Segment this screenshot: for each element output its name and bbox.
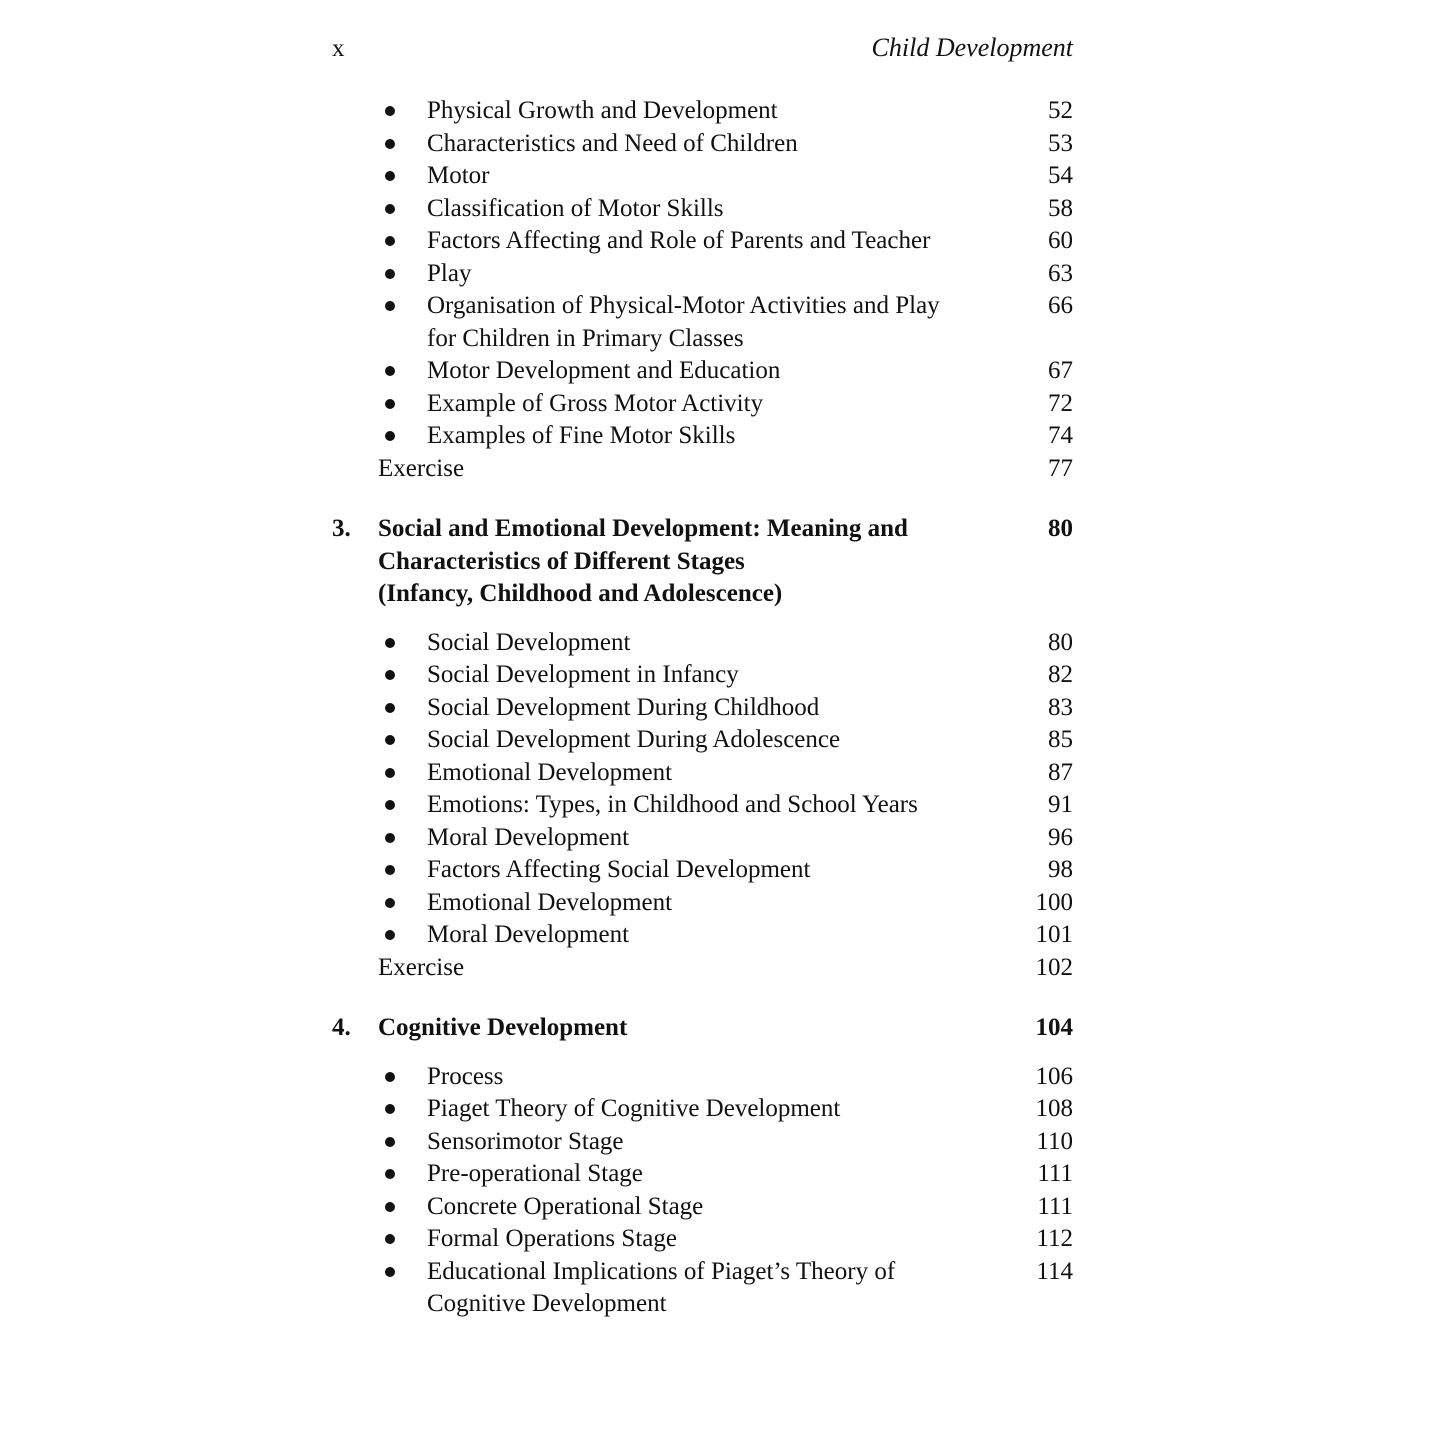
section-number: 4. [332, 1014, 351, 1041]
bullet-icon [385, 269, 395, 279]
toc-item [332, 193, 1073, 226]
section-title [378, 513, 1013, 611]
bullet-icon [385, 898, 395, 908]
toc-item [332, 420, 1073, 453]
toc-item-label-line: Sensorimotor Stage [427, 1127, 624, 1155]
bullet-column [385, 757, 427, 778]
toc-item [332, 789, 1073, 822]
toc-item-label-line: for Children in Primary Classes [427, 324, 744, 352]
toc-item-label [427, 128, 1013, 161]
toc-item [332, 627, 1073, 660]
toc-item [332, 854, 1073, 887]
bullet-icon [385, 1267, 395, 1277]
bullet-icon [385, 1202, 395, 1212]
toc-item [332, 95, 1073, 128]
bullet-column [385, 789, 427, 810]
toc-item-page-number: 53 [1048, 129, 1073, 157]
toc-item-label-line: Emotions: Types, in Childhood and School Years [427, 791, 918, 818]
toc-item-label [427, 822, 1013, 855]
toc-item-label-line: Example of Gross Motor Activity [427, 389, 764, 417]
toc-item-label [427, 420, 1013, 453]
toc-item-page-number: 83 [1048, 693, 1073, 721]
toc-item-label [427, 724, 1013, 757]
toc-item-label-line: Motor Development and Education [427, 357, 781, 384]
toc-item-page-number: 87 [1048, 758, 1073, 786]
toc-item-label-line: Emotional Development [427, 888, 673, 916]
exercise-label: Exercise [378, 953, 465, 981]
toc-item-label-line: Motor [427, 162, 490, 189]
toc-item [332, 225, 1073, 258]
toc-item-label-line: Social Development [427, 628, 631, 656]
toc-item-page-number: 114 [1036, 1257, 1073, 1285]
toc-item [332, 822, 1073, 855]
toc-item [332, 1061, 1073, 1094]
toc-item-label [427, 757, 1013, 790]
toc-item-page-number: 106 [1035, 1062, 1073, 1090]
bullet-column [385, 1191, 427, 1212]
toc-item-page-number: 108 [1035, 1095, 1073, 1122]
toc-item-page-number: 58 [1048, 194, 1073, 222]
toc-item-page-number: 54 [1048, 162, 1073, 189]
bullet-column [385, 160, 427, 181]
bullet-icon [385, 171, 395, 181]
toc-item-page-number: 112 [1036, 1225, 1073, 1252]
toc-item-page-number: 63 [1048, 259, 1073, 287]
bullet-column [385, 822, 427, 843]
toc-item-label-line: Classification of Motor Skills [427, 194, 724, 222]
bullet-icon [385, 236, 395, 246]
bullet-icon [385, 703, 395, 713]
bullet-column [385, 887, 427, 908]
exercise-item [332, 952, 1073, 985]
toc-item-label-line: Social Development During Childhood [427, 693, 820, 721]
bullet-column [385, 724, 427, 745]
toc-item-label [427, 290, 1013, 355]
toc-item-page-number: 101 [1035, 921, 1073, 948]
section-title-line: Social and Emotional Development: Meaning and [378, 515, 908, 542]
toc-item-page-number: 67 [1048, 357, 1073, 384]
toc-item [332, 659, 1073, 692]
toc-item [332, 1126, 1073, 1159]
toc-item-page-number: 82 [1048, 661, 1073, 688]
toc-item-page-number: 72 [1048, 389, 1073, 417]
toc-item [332, 388, 1073, 421]
toc-item-label-line: Concrete Operational Stage [427, 1192, 704, 1220]
toc-item-label [427, 919, 1013, 952]
toc-item-label [427, 1061, 1013, 1094]
toc-item [332, 757, 1073, 790]
toc-item-label-line: Pre-operational Stage [427, 1160, 643, 1187]
toc-item-label [427, 887, 1013, 920]
bullet-icon [385, 1169, 395, 1179]
toc-item-page-number: 60 [1048, 227, 1073, 254]
toc-item-label-line: Piaget Theory of Cognitive Development [427, 1095, 841, 1122]
toc-item [332, 258, 1073, 291]
bullet-icon [385, 399, 395, 409]
bullet-icon [385, 768, 395, 778]
exercise-page-number: 77 [1048, 454, 1073, 482]
page-header [332, 33, 1073, 63]
toc-item-label [427, 258, 1013, 291]
toc-item [332, 355, 1073, 388]
toc-item [332, 128, 1073, 161]
toc-item-label-line: Social Development During Adolescence [427, 726, 841, 753]
toc-item-label [427, 1126, 1013, 1159]
toc-item-label [427, 854, 1013, 887]
toc-item-label [427, 160, 1013, 193]
toc-item-page-number: 80 [1048, 628, 1073, 656]
toc-item-label-line: Moral Development [427, 921, 630, 948]
bullet-column [385, 1093, 427, 1114]
toc-page [332, 0, 1073, 1321]
toc-item-label-line: Emotional Development [427, 758, 673, 786]
toc-item [332, 1256, 1073, 1321]
bullet-column [385, 1223, 427, 1244]
bullet-column [385, 659, 427, 680]
toc-item-label [427, 1256, 1013, 1321]
section-title-line: Cognitive Development [378, 1014, 628, 1041]
section-heading [332, 1012, 1073, 1045]
bullet-icon [385, 204, 395, 214]
toc-item-label-line: Physical Growth and Development [427, 97, 778, 124]
bullet-icon [385, 865, 395, 875]
toc-item-page-number: 74 [1048, 422, 1073, 449]
toc-item-label-line: Characteristics and Need of Children [427, 129, 798, 157]
exercise-item [332, 453, 1073, 486]
toc-item-label-line: Examples of Fine Motor Skills [427, 422, 736, 449]
bullet-icon [385, 106, 395, 116]
toc-item-label [427, 1223, 1013, 1256]
toc-item-label [427, 627, 1013, 660]
exercise-label: Exercise [378, 454, 465, 482]
toc-item-label-line: Formal Operations Stage [427, 1225, 677, 1252]
toc-item-label-line: Process [427, 1062, 504, 1090]
toc-item-label [427, 659, 1013, 692]
toc-item-page-number: 111 [1037, 1160, 1073, 1187]
toc-list [332, 95, 1073, 1321]
toc-item [332, 1093, 1073, 1126]
toc-item [332, 919, 1073, 952]
toc-item [332, 290, 1073, 355]
toc-item-page-number: 100 [1035, 888, 1073, 916]
toc-item-label [427, 1158, 1013, 1191]
toc-item-label [427, 193, 1013, 226]
bullet-column [385, 1256, 427, 1277]
bullet-column [385, 627, 427, 648]
bullet-icon [385, 1234, 395, 1244]
bullet-icon [385, 139, 395, 149]
bullet-column [385, 290, 427, 311]
toc-item-label [427, 355, 1013, 388]
bullet-icon [385, 1137, 395, 1147]
bullet-icon [385, 366, 395, 376]
toc-item [332, 724, 1073, 757]
bullet-column [385, 919, 427, 940]
toc-item [332, 1223, 1073, 1256]
bullet-icon [385, 735, 395, 745]
toc-item-label [427, 692, 1013, 725]
section-number: 3. [332, 515, 351, 542]
section-page-number: 80 [1048, 515, 1073, 542]
toc-item-label [427, 225, 1013, 258]
toc-item-label [427, 1093, 1013, 1126]
section-title-line: (Infancy, Childhood and Adolescence) [378, 580, 783, 607]
bullet-icon [385, 930, 395, 940]
bullet-column [385, 854, 427, 875]
toc-item-label-line: Play [427, 259, 472, 287]
section-heading [332, 513, 1073, 611]
bullet-column [385, 355, 427, 376]
toc-item [332, 160, 1073, 193]
bullet-icon [385, 670, 395, 680]
toc-item [332, 887, 1073, 920]
bullet-column [385, 95, 427, 116]
toc-item [332, 1158, 1073, 1191]
toc-item-page-number: 52 [1048, 97, 1073, 124]
bullet-icon [385, 638, 395, 648]
toc-item-page-number: 110 [1036, 1127, 1073, 1155]
section-page-number: 104 [1035, 1014, 1073, 1041]
toc-item-page-number: 98 [1048, 856, 1073, 883]
bullet-column [385, 1061, 427, 1082]
section-title [378, 1012, 1013, 1045]
bullet-icon [385, 301, 395, 311]
section-title-line: Characteristics of Different Stages [378, 547, 745, 575]
toc-item-label [427, 789, 1013, 822]
bullet-icon [385, 800, 395, 810]
toc-item-page-number: 111 [1037, 1192, 1073, 1220]
toc-item-page-number: 91 [1048, 791, 1073, 818]
bullet-column [385, 258, 427, 279]
bullet-column [385, 692, 427, 713]
toc-item-label-line: Educational Implications of Piaget’s Theory of [427, 1257, 896, 1285]
bullet-icon [385, 833, 395, 843]
toc-item-label-line: Moral Development [427, 823, 630, 851]
toc-item-label-line: Social Development in Infancy [427, 661, 739, 688]
bullet-column [385, 128, 427, 149]
bullet-column [385, 225, 427, 246]
toc-item-page-number: 96 [1048, 823, 1073, 851]
toc-item [332, 1191, 1073, 1224]
bullet-icon [385, 431, 395, 441]
running-title: Child Development [871, 33, 1073, 62]
toc-item-label [427, 388, 1013, 421]
toc-item-label-line: Factors Affecting Social Development [427, 856, 811, 883]
bullet-column [385, 1126, 427, 1147]
exercise-page-number: 102 [1035, 953, 1073, 981]
bullet-column [385, 420, 427, 441]
toc-item-page-number: 66 [1048, 292, 1073, 319]
bullet-column [385, 1158, 427, 1179]
bullet-column [385, 193, 427, 214]
bullet-column [385, 388, 427, 409]
toc-item-label-line: Factors Affecting and Role of Parents and Teacher [427, 227, 931, 254]
page-folio: x [332, 35, 345, 62]
toc-item-page-number: 85 [1048, 726, 1073, 753]
toc-item [332, 692, 1073, 725]
toc-item-label [427, 95, 1013, 128]
bullet-icon [385, 1104, 395, 1114]
toc-item-label-line: Cognitive Development [427, 1290, 667, 1317]
toc-item-label [427, 1191, 1013, 1224]
toc-item-label-line: Organisation of Physical-Motor Activities and Play [427, 292, 940, 319]
bullet-icon [385, 1072, 395, 1082]
